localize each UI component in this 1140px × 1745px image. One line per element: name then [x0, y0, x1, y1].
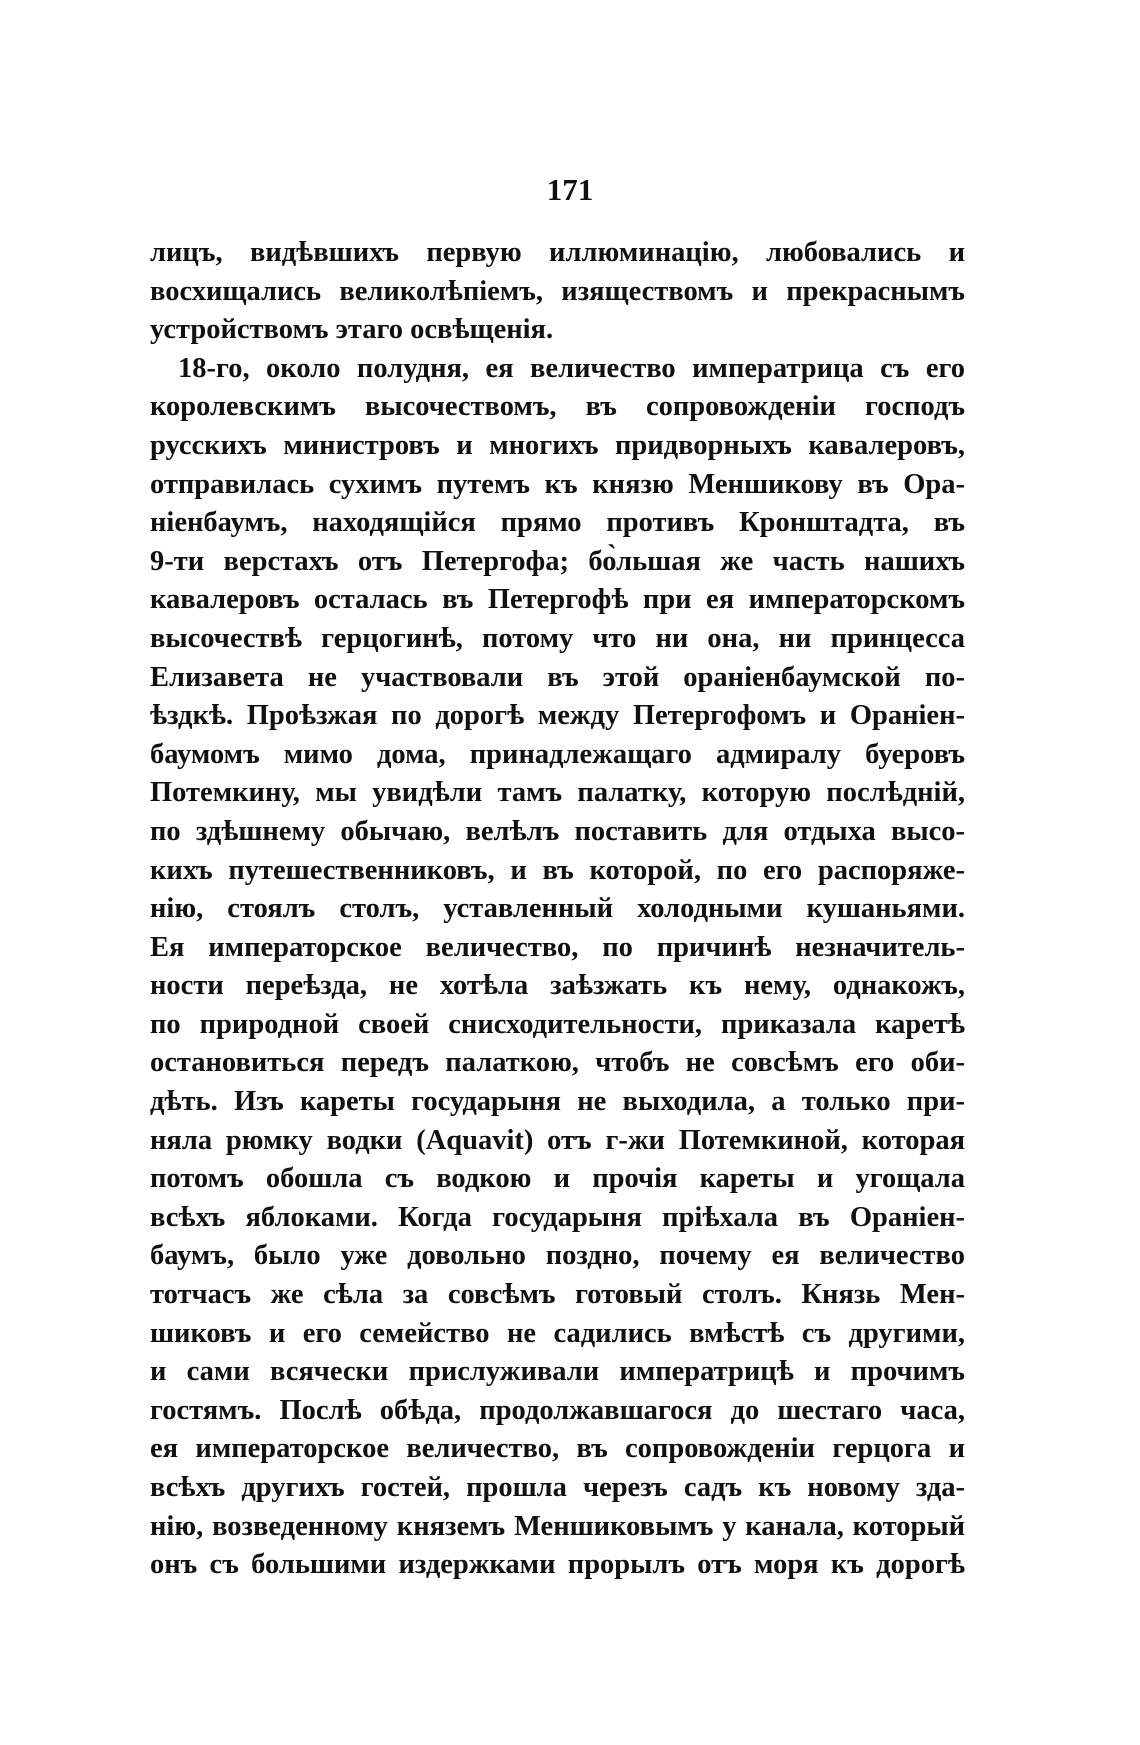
text-line: королевскимъ высочествомъ, въ сопровожденіи господъ [150, 391, 965, 423]
text-line: тотчасъ же сѣла за совсѣмъ готовый столъ. Князь Мен- [150, 1279, 965, 1311]
text-line: нію, возведенному княземъ Меншиковымъ у канала, который [150, 1510, 965, 1542]
text-line: устройствомъ этаго освѣщенія. [150, 314, 554, 346]
text-line: отправилась сухимъ путемъ къ князю Меншикову въ Ора- [150, 468, 965, 500]
text-line: остановиться передъ палаткою, чтобъ не совсѣмъ его оби- [150, 1047, 965, 1079]
text-line: 18-го, около полудня, ея величество императрица съ его [178, 352, 965, 384]
text-line: нію, стоялъ столъ, уставленный холодными кушаньями. [150, 893, 965, 925]
text-line: шиковъ и его семейство не садились вмѣстѣ съ другими, [150, 1317, 965, 1349]
text-line: всѣхъ другихъ гостей, прошла черезъ садъ къ новому зда- [150, 1472, 965, 1503]
text-line: 9-ти верстахъ отъ Петергофа; бо̀льшая же часть нашихъ [150, 545, 965, 577]
page-number: 171 [546, 172, 594, 207]
text-line: Елизавета не участвовали въ этой ораніенбаумской по- [150, 661, 965, 693]
text-line: восхищались великолѣпіемъ, изяществомъ и прекраснымъ [150, 275, 965, 307]
text-line: Потемкину, мы увидѣли тамъ палатку, которую послѣдній, [150, 777, 965, 809]
text-line: Ея императорское величество, по причинѣ незначитель- [150, 931, 965, 963]
text-line: всѣхъ яблоками. Когда государыня пріѣхала въ Ораніен- [150, 1201, 965, 1233]
text-line: русскихъ министровъ и многихъ придворныхъ кавалеровъ, [150, 429, 965, 461]
text-line: высочествѣ герцогинѣ, потому что ни она, ни принцесса [150, 622, 965, 654]
text-line: няла рюмку водки (Aquavit) отъ г-жи Потемкиной, которая [150, 1124, 965, 1156]
text-line: лицъ, видѣвшихъ первую иллюминацію, любовались и [150, 237, 965, 268]
text-line: дѣть. Изъ кареты государыня не выходила, а только при- [150, 1086, 965, 1118]
text-line: баумъ, было уже довольно поздно, почему ея величество [150, 1240, 965, 1272]
text-line: потомъ обошла съ водкою и прочія кареты и угощала [150, 1163, 965, 1195]
text-line: ности переѣзда, не хотѣла заѣзжать къ нему, однакожъ, [150, 970, 965, 1002]
text-line: гостямъ. Послѣ обѣда, продолжавшагося до шестаго часа, [150, 1394, 965, 1426]
body-text [150, 234, 965, 1585]
text-line: и сами всячески прислуживали императрицѣ и прочимъ [150, 1356, 965, 1388]
text-line: ѣздкѣ. Проѣзжая по дорогѣ между Петергофомъ и Ораніен- [150, 700, 965, 732]
text-line: ніенбаумъ, находящійся прямо противъ Кронштадта, въ [150, 507, 965, 539]
text-line: кавалеровъ осталась въ Петергофѣ при ея императорскомъ [150, 584, 965, 616]
text-line: ея императорское величество, въ сопровожденіи герцога и [150, 1433, 965, 1465]
text-line: по здѣшнему обычаю, велѣлъ поставить для отдыха высо- [150, 815, 965, 847]
text-line: баумомъ мимо дома, принадлежащаго адмиралу буеровъ [150, 738, 965, 770]
text-line: по природной своей снисходительности, приказала каретѣ [150, 1008, 965, 1040]
text-line: онъ съ большими издержками прорылъ отъ моря къ дорогѣ [150, 1549, 965, 1581]
text-line: кихъ путешественниковъ, и въ которой, по его распоряже- [150, 854, 965, 886]
